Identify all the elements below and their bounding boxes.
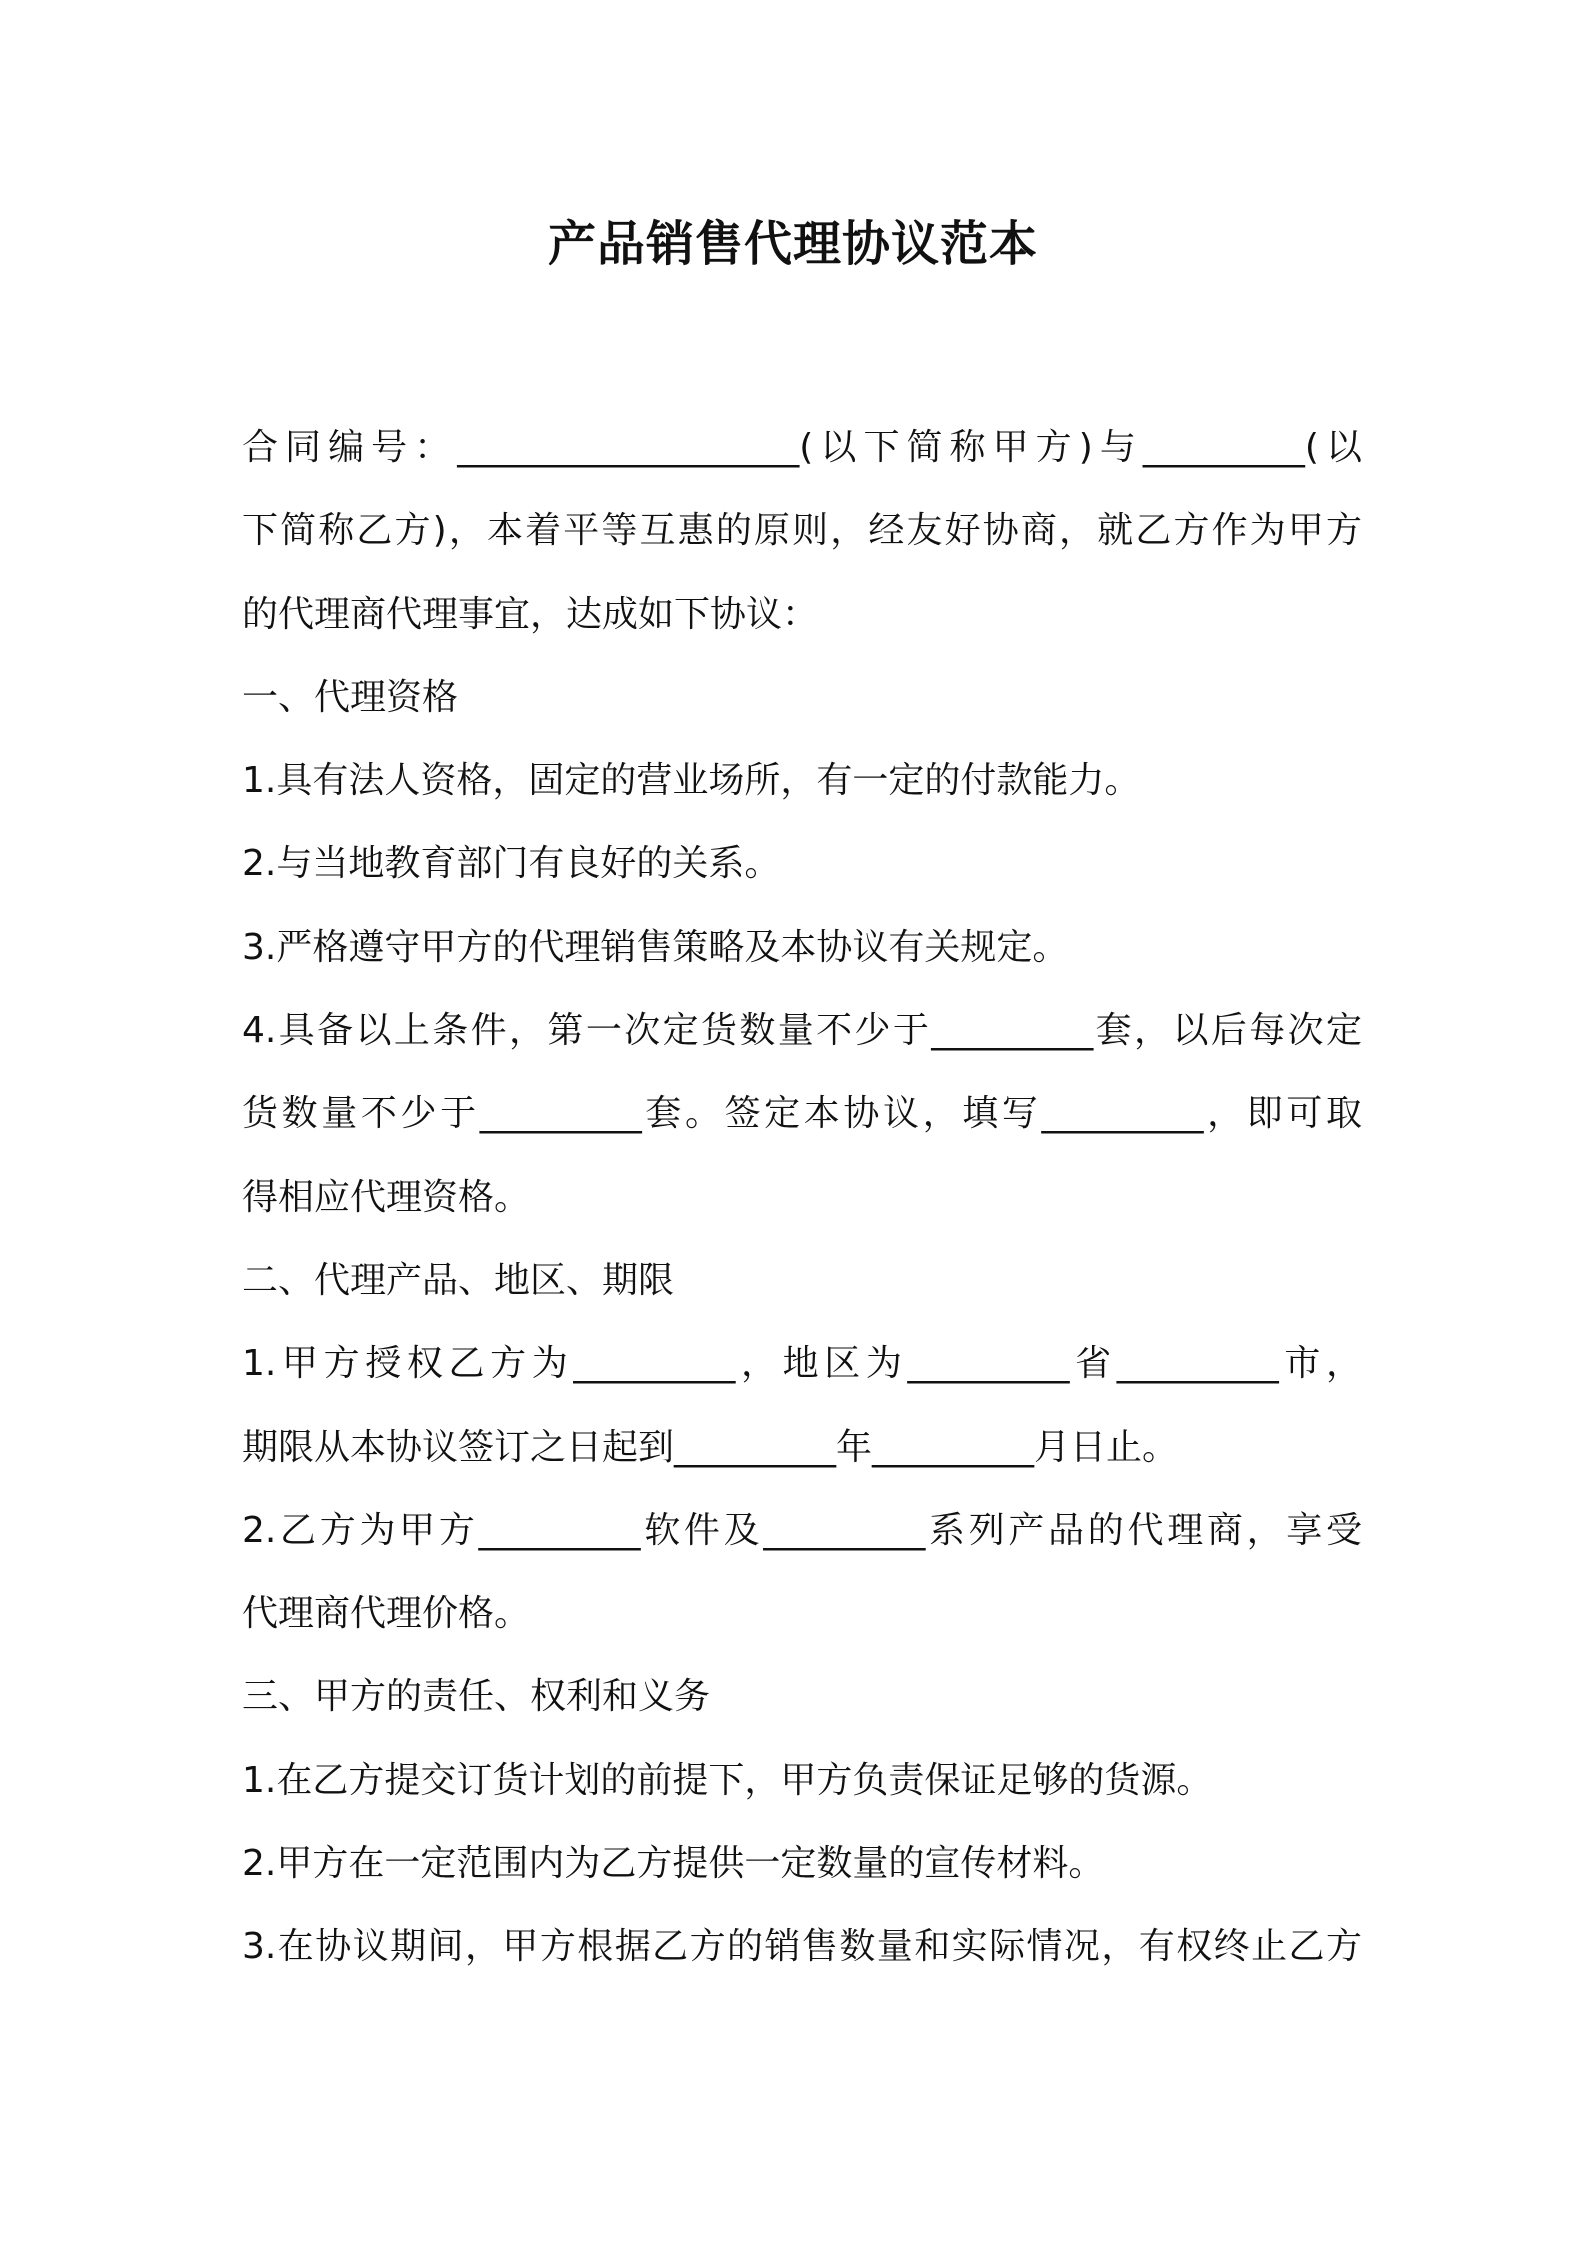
clause-3-2: 2.甲方在一定范围内为乙方提供一定数量的宣传材料。 xyxy=(242,1843,1105,1885)
clause-2-1-line-1: 1.甲方授权乙方为_________，地区为_________省_________市， xyxy=(242,1343,1362,1385)
section-heading-2: 二、代理产品、地区、期限 xyxy=(242,1259,675,1301)
clause-1-3: 3.严格遵守甲方的代理销售策略及本协议有关规定。 xyxy=(242,926,1069,968)
clause-2-1-line-2: 期限从本协议签订之日起到_________年_________月日止。 xyxy=(242,1426,1179,1468)
clause-1-4-line-1: 4.具备以上条件，第一次定货数量不少于_________套，以后每次定 xyxy=(242,1010,1362,1052)
section-heading-3: 三、甲方的责任、权利和义务 xyxy=(242,1676,711,1718)
body-line-1: 合同编号：___________________(以下简称甲方)与_________(以 xyxy=(242,427,1362,468)
clause-3-3-line-1: 3.在协议期间，甲方根据乙方的销售数量和实际情况，有权终止乙方 xyxy=(242,1926,1362,1968)
body-line-3: 的代理商代理事宜，达成如下协议： xyxy=(242,593,819,635)
clause-3-1: 1.在乙方提交订货计划的前提下，甲方负责保证足够的货源。 xyxy=(242,1759,1213,1801)
clause-1-4-line-2: 货数量不少于_________套。签定本协议，填写_________，即可取 xyxy=(242,1093,1362,1135)
section-heading-1: 一、代理资格 xyxy=(242,676,459,718)
clause-1-4-line-3: 得相应代理资格。 xyxy=(242,1176,531,1218)
clause-1-1: 1.具有法人资格，固定的营业场所，有一定的付款能力。 xyxy=(242,760,1141,802)
clause-2-2-line-2: 代理商代理价格。 xyxy=(242,1593,531,1635)
clause-2-2-line-1: 2.乙方为甲方_________软件及_________系列产品的代理商，享受 xyxy=(242,1509,1362,1551)
clause-1-2: 2.与当地教育部门有良好的关系。 xyxy=(242,843,781,885)
body-line-2: 下简称乙方)，本着平等互惠的原则，经友好协商，就乙方作为甲方 xyxy=(242,510,1362,552)
document-title: 产品销售代理协议范本 xyxy=(547,216,1038,272)
document-body xyxy=(242,406,1362,1989)
